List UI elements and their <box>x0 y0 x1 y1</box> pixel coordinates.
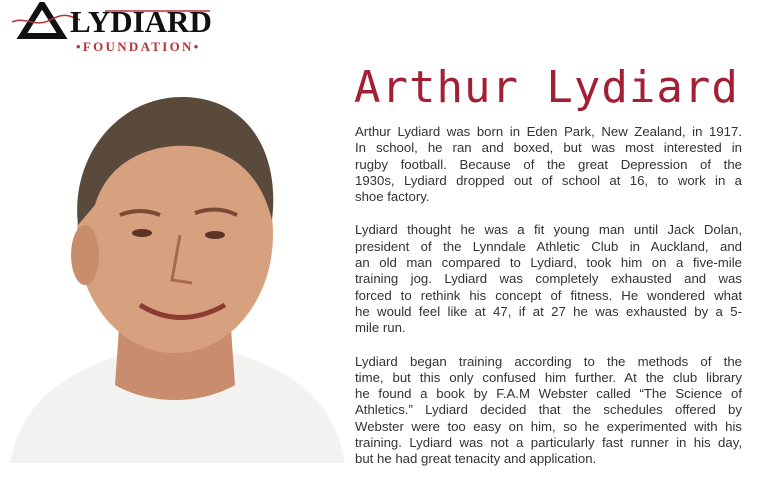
text-line: he found a book by F.A.M Webster called “The Science of <box>355 386 742 402</box>
text-line: Lydiard thought he was a fit young man until Jack Dolan, <box>355 222 742 238</box>
paragraph-2 <box>355 222 742 336</box>
biography-text <box>355 124 742 485</box>
lydiard-foundation-logo <box>10 2 230 54</box>
text-line: but he had great tenacity and application. <box>355 451 597 467</box>
text-line: an old man compared to Lydiard, took him on a five-mile <box>355 255 742 271</box>
page-title: Arthur Lydiard <box>354 62 739 113</box>
paragraph-1 <box>355 124 742 205</box>
text-line: time, but this only confused him further. At the club library <box>355 369 742 385</box>
text-line: In school, he ran and boxed, but was most interested in <box>355 140 742 156</box>
text-line: shoe factory. <box>355 189 430 205</box>
text-line: Athletics.” Lydiard decided that the schedules offered by <box>355 402 742 418</box>
paragraph-3 <box>355 354 742 468</box>
text-line: training. Lydiard was not a particularly fast runner in his day, <box>355 435 742 451</box>
text-line: he would feel like at 47, if at 27 he was exhausted by a 5- <box>355 303 742 319</box>
text-line: Webster were too easy on him, so he experimented with his <box>355 418 742 434</box>
logo-name: LYDIARD <box>70 4 212 39</box>
text-line: 1930s, Lydiard dropped out of school at 16, to work in a <box>355 172 742 188</box>
text-line: Lydiard began training according to the methods of the <box>355 353 742 369</box>
text-line: Arthur Lydiard was born in Eden Park, New Zealand, in 1917. <box>355 124 742 139</box>
text-line: mile run. <box>355 320 406 336</box>
text-line: president of the Lynndale Athletic Club in Auckland, and <box>355 238 742 254</box>
text-line: training jog. Lydiard was completely exhausted and was <box>355 271 742 287</box>
text-line: rugby football. Because of the great Depression of the <box>355 156 742 172</box>
text-line: forced to rethink his concept of fitness. He wondered what <box>355 287 742 303</box>
logo-subtitle: •FOUNDATION• <box>76 39 201 54</box>
arthur-lydiard-portrait <box>0 85 345 463</box>
